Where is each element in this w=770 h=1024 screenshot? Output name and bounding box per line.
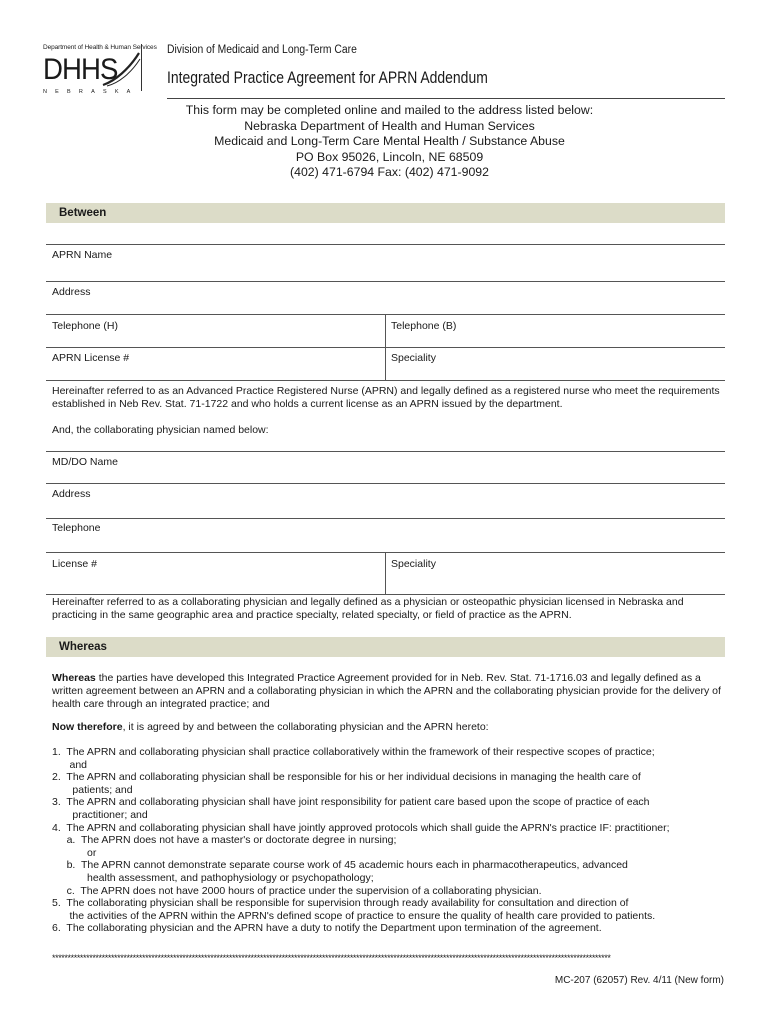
physician-intro: And, the collaborating physician named below:	[52, 424, 269, 436]
logo-state-text: NEBRASKA	[43, 89, 139, 95]
list-item: practitioner; and	[52, 808, 148, 821]
agreement-list	[52, 746, 670, 935]
division-name: Division of Medicaid and Long-Term Care	[167, 44, 357, 56]
physician-speciality-field[interactable]: Speciality	[391, 558, 436, 570]
address-line: PO Box 95026, Lincoln, NE 68509	[295, 149, 484, 164]
physician-definition: Hereinafter referred to as a collaborating physician and legally defined as a physician or osteopathic physician licensed in Nebraska and practicing in the same geographic area and practice specialty, related specialty, or field of practice as the APRN.	[52, 596, 684, 621]
list-item: 3. The APRN and collaborating physician shall have joint responsibility for patient care based upon the scope of practice of each	[52, 796, 650, 809]
aprn-speciality-field[interactable]: Speciality	[391, 352, 436, 364]
list-item: 5. The collaborating physician shall be responsible for supervision through ready availability for consultation and direction of	[52, 897, 629, 910]
header-rule	[167, 98, 725, 99]
form-number: MC-207 (62057) Rev. 4/11 (New form)	[554, 975, 724, 986]
aprn-definition: Hereinafter referred to as an Advanced Practice Registered Nurse (APRN) and legally defined as a registered nurse who meet the requirements established in Neb Rev. Stat. 71-1722 and who holds a current license as an APRN issued by the department.	[52, 385, 720, 410]
list-item: and	[52, 758, 88, 771]
logo-swoosh-icon	[101, 51, 141, 87]
list-item: 6. The collaborating physician and the APRN have a duty to notify the Department upon termination of the agreement.	[52, 922, 602, 935]
logo-divider	[141, 44, 142, 91]
mailing-address-block	[167, 103, 612, 181]
telephone-home-field[interactable]: Telephone (H)	[52, 320, 118, 332]
list-item: c. The APRN does not have 2000 hours of practice under the supervision of a collaborating physician.	[52, 884, 542, 897]
list-item: patients; and	[52, 783, 133, 796]
address-line: Nebraska Department of Health and Human Services	[244, 118, 535, 133]
address-line: (402) 471-6794 Fax: (402) 471-9092	[290, 165, 489, 179]
telephone-business-field[interactable]: Telephone (B)	[391, 320, 457, 332]
physician-license-field[interactable]: License #	[52, 558, 97, 570]
logo-abbrev: DHHS	[43, 53, 118, 86]
list-item: or	[52, 846, 97, 859]
address-line: Medicaid and Long-Term Care Mental Health / Substance Abuse	[214, 134, 565, 148]
list-item: the activities of the APRN within the APRN's defined scope of practice to ensure the quality of health care provided to patients.	[52, 909, 656, 922]
physician-address-field[interactable]: Address	[52, 488, 91, 500]
physician-telephone-field[interactable]: Telephone	[52, 522, 101, 534]
logo-department-text: Department of Health & Human Services	[43, 44, 157, 51]
aprn-name-field[interactable]: APRN Name	[52, 249, 113, 261]
list-item: 4. The APRN and collaborating physician shall have jointly approved protocols which shall guide the APRN's practice IF: practitioner;	[52, 821, 670, 834]
form-title: Integrated Practice Agreement for APRN Addendum	[167, 68, 488, 87]
whereas-paragraph: Whereas the parties have developed this Integrated Practice Agreement provided for in Neb. Rev. Stat. 71-1716.03 and legally defined as a written agreement between an APRN and a collaborating physician in which the APRN and the collaborating physician provide for the delivery of health care through an integrated practice; and	[52, 672, 721, 710]
aprn-license-field[interactable]: APRN License #	[52, 352, 130, 364]
md-do-name-field[interactable]: MD/DO Name	[52, 456, 118, 468]
between-section-header	[46, 203, 725, 223]
address-line: This form may be completed online and mailed to the address listed below:	[185, 103, 594, 117]
dhhs-logo	[43, 44, 157, 95]
list-item: 2. The APRN and collaborating physician shall be responsible for his or her individual decisions in managing the health care of	[52, 771, 641, 784]
list-item: health assessment, and pathophysiology or psychopathology;	[52, 871, 374, 884]
aprn-address-field[interactable]: Address	[52, 286, 91, 298]
whereas-section-header	[46, 637, 725, 657]
list-item: 1. The APRN and collaborating physician shall practice collaboratively within the framework of their respective scopes of practice;	[52, 746, 655, 758]
between-heading: Between	[59, 207, 107, 219]
now-therefore-paragraph: Now therefore, it is agreed by and between the collaborating physician and the APRN hereto:	[52, 721, 489, 733]
separator-line: ************************************************************************************************************************************************************************************	[52, 953, 611, 963]
list-item: b. The APRN cannot demonstrate separate course work of 45 academic hours each in pharmacotherapeutics, advanced	[52, 859, 628, 872]
list-item: a. The APRN does not have a master's or doctorate degree in nursing;	[52, 834, 397, 847]
whereas-heading: Whereas	[59, 641, 107, 653]
